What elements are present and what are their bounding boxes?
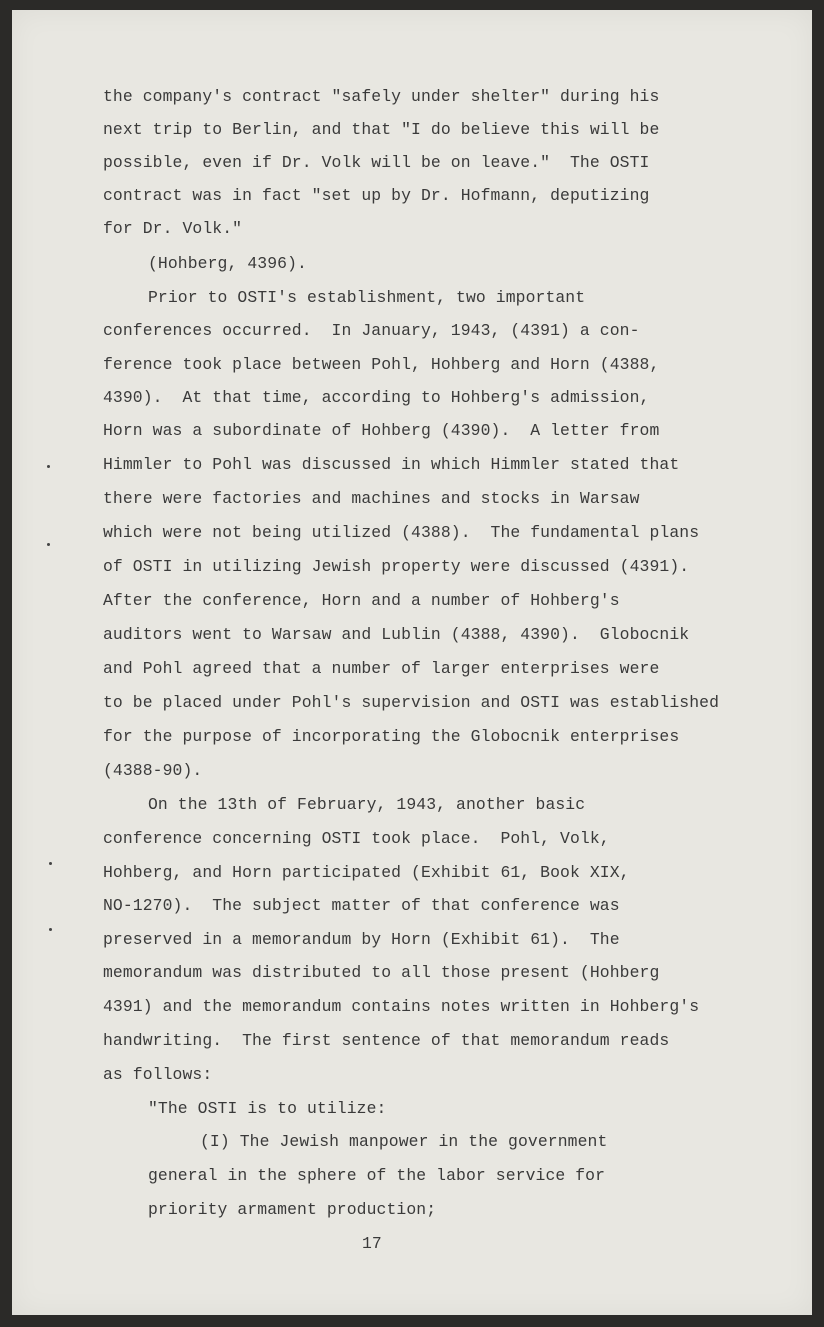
text-line: for the purpose of incorporating the Globocnik enterprises [103,727,680,746]
text-line: (4388-90). [103,761,203,780]
text-line: Hohberg, and Horn participated (Exhibit 61, Book XIX, [103,863,630,882]
text-line: contract was in fact "set up by Dr. Hofmann, deputizing [103,186,650,205]
text-line: priority armament production; [148,1200,437,1219]
text-line: (I) The Jewish manpower in the government [200,1132,608,1151]
text-line: 4391) and the memorandum contains notes written in Hohberg's [103,997,700,1016]
text-line: (Hohberg, 4396). [148,254,307,273]
margin-mark [47,465,50,468]
page-number: 17 [362,1234,382,1253]
text-line: Himmler to Pohl was discussed in which Himmler stated that [103,455,680,474]
text-line: preserved in a memorandum by Horn (Exhibit 61). The [103,930,620,949]
text-line: On the 13th of February, 1943, another basic [148,795,586,814]
text-line: "The OSTI is to utilize: [148,1099,387,1118]
text-line: memorandum was distributed to all those present (Hohberg [103,963,660,982]
text-line: NO-1270). The subject matter of that conference was [103,896,620,915]
text-line: conference concerning OSTI took place. Pohl, Volk, [103,829,610,848]
text-line: Horn was a subordinate of Hohberg (4390). A letter from [103,421,660,440]
text-line: next trip to Berlin, and that "I do believe this will be [103,120,660,139]
text-line: possible, even if Dr. Volk will be on leave." The OSTI [103,153,650,172]
text-line: to be placed under Pohl's supervision and OSTI was established [103,693,720,712]
text-line: the company's contract "safely under shelter" during his [103,87,660,106]
text-line: general in the sphere of the labor service for [148,1166,606,1185]
text-line: auditors went to Warsaw and Lublin (4388, 4390). Globocnik [103,625,690,644]
text-line: as follows: [103,1065,213,1084]
document-page [12,10,812,1315]
text-line: ference took place between Pohl, Hohberg and Horn (4388, [103,355,660,374]
text-line: for Dr. Volk." [103,219,243,238]
text-line: handwriting. The first sentence of that memorandum reads [103,1031,670,1050]
text-line: Prior to OSTI's establishment, two important [148,288,586,307]
text-line: 4390). At that time, according to Hohberg's admission, [103,388,650,407]
margin-mark [49,928,52,931]
text-line: which were not being utilized (4388). The fundamental plans [103,523,700,542]
text-line: After the conference, Horn and a number of Hohberg's [103,591,620,610]
text-line: of OSTI in utilizing Jewish property were discussed (4391). [103,557,690,576]
text-line: there were factories and machines and stocks in Warsaw [103,489,640,508]
text-line: and Pohl agreed that a number of larger enterprises were [103,659,660,678]
margin-mark [47,543,50,546]
text-line: conferences occurred. In January, 1943, (4391) a con- [103,321,640,340]
margin-mark [49,862,52,865]
